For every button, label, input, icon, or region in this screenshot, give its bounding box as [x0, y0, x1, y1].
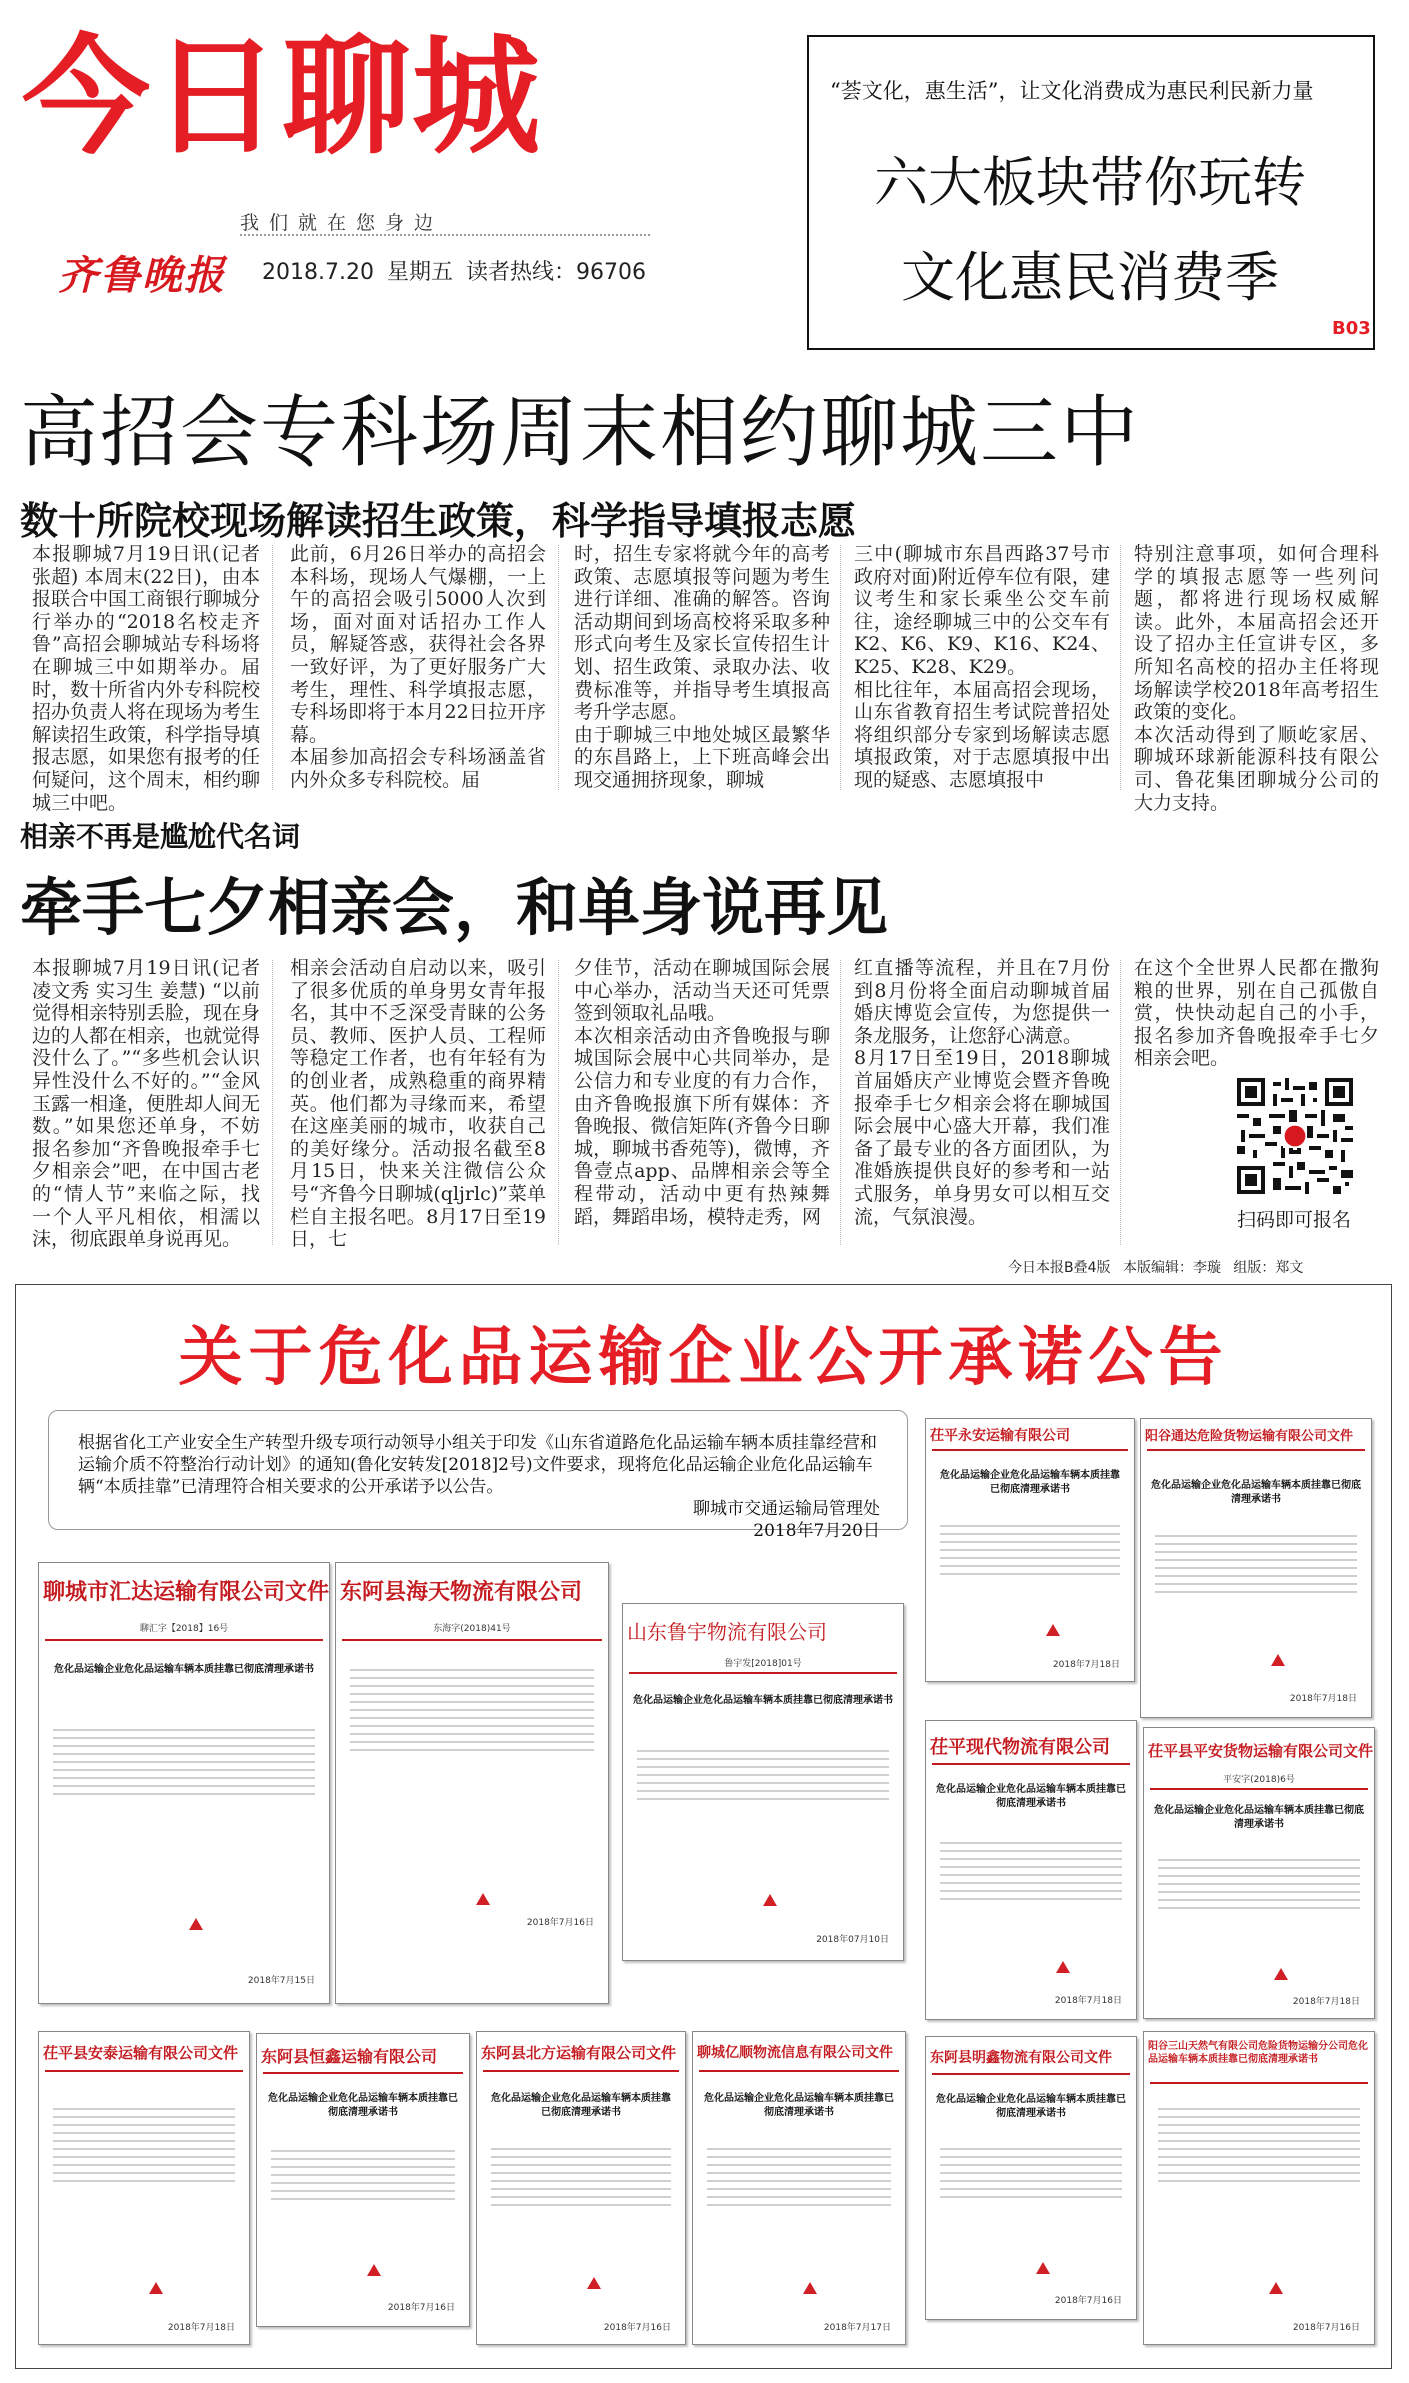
story1-column-2: 此前，6月26日举办的高招会本科场，现场人气爆棚，一上午的高招会吸引5000人次到场，面对面对话招办工作人员，解疑答惑，获得社会各界一致好评，为了更好服务广大考生，理性、科学填报志愿，专科场即将于本月22日拉开序幕。 本届参加高招会专科场涵盖省内外众多专科院校。届	[290, 543, 546, 791]
letterhead-rule	[932, 2073, 1130, 2075]
letterhead-rule	[45, 2070, 243, 2072]
layout-credit: 组版：郑文	[1233, 1260, 1304, 1276]
story1-subhead: 数十所院校现场解读招生政策，科学指导填报志愿	[20, 499, 857, 543]
company-letter	[1143, 2031, 1375, 2345]
story2-headline: 牵手七夕相亲会，和单身说再见	[20, 871, 889, 944]
letter-title: 危化品运输企业危化品运输车辆本质挂靠已彻底清理承诺书	[1154, 1805, 1364, 1830]
company-letter	[925, 1720, 1137, 2020]
letter-body	[53, 1723, 315, 1801]
letter-date: 2018年7月18日	[167, 2323, 235, 2333]
qr-code-icon[interactable]	[1237, 1078, 1353, 1194]
company-letter	[1140, 1418, 1372, 1718]
story2-kicker: 相亲不再是尴尬代名词	[20, 820, 301, 853]
story1-column-3: 时，招生专家将就今年的高考政策、志愿填报等问题为考生进行详细、准确的解答。咨询活动期间到场高校将采取多种形式向考生及家长宣传招生计划、招生政策、录取办法、收费标准等，并指导考生填报高考升学志愿。 由于聊城三中地处城区最繁华的东昌路上，上下班高峰会出现交通拥挤现象，聊城	[574, 543, 830, 791]
letter-title: 危化品运输企业危化品运输车辆本质挂靠已彻底清理承诺书	[936, 2094, 1126, 2119]
company-letterhead: 东阿县海天物流有限公司	[340, 1579, 583, 1605]
story2-column-3: 夕佳节，活动在聊城国际会展中心举办，活动当天还可凭票签到领取礼品哦。 本次相亲活动由齐鲁晚报与聊城国际会展中心共同举办，是公信力和专业度的有力合作，由齐鲁晚报旗下所有媒体：齐鲁晚报、微信矩阵(齐鲁今日聊城，聊城书香苑等)，微博，齐鲁壹点app、品牌相亲会等全程带动，活动中更有热辣舞蹈，舞蹈串场，模特走秀，网	[574, 957, 830, 1228]
company-letter	[692, 2031, 906, 2345]
masthead-divider	[240, 234, 650, 240]
column-divider	[272, 960, 273, 1245]
paper-brand: 齐鲁晚报	[58, 252, 226, 299]
letterhead-rule	[1150, 1788, 1368, 1790]
letter-date: 2018年7月16日	[387, 2303, 455, 2313]
letter-body	[940, 1519, 1120, 1581]
company-letterhead: 阳谷三山天然气有限公司危险货物运输分公司危化品运输车辆本质挂靠已彻底清理承诺书	[1148, 2041, 1368, 2065]
promo-subtitle: “荟文化，惠生活”，让文化消费成为惠民利民新力量	[830, 79, 1314, 103]
masthead-logo: 今日聊城	[22, 23, 543, 172]
column-divider	[558, 545, 559, 790]
letter-date: 2018年7月16日	[603, 2323, 671, 2333]
letter-body	[350, 1663, 594, 1757]
company-seal-icon	[189, 1918, 203, 1930]
letterhead-rule	[629, 1672, 897, 1674]
reader-hotline: 读者热线：96706	[465, 260, 646, 285]
letter-body	[940, 1836, 1122, 1906]
story2-column-1: 本报聊城7月19日讯(记者 凌文秀 实习生 姜慧) “以前觉得相亲特别丢脸，现在身边的人都在相亲，也就觉得没什么了。”“多些机会认识异性没什么不好的。”“金风玉露一相逢，便胜却人间无数。”如果您还单身，不妨报名参加“齐鲁晚报牵手七夕相亲会”吧，在中国古老的“情人节”来临之际，找一个人平凡相依，相濡以沫，彻底跟单身说再见。	[32, 957, 261, 1251]
letter-title: 危化品运输企业危化品运输车辆本质挂靠已彻底清理承诺书	[54, 1664, 314, 1675]
company-letterhead: 聊城亿顺物流信息有限公司文件	[697, 2045, 893, 2061]
company-seal-icon	[1036, 2262, 1050, 2274]
letter-body	[1158, 2102, 1360, 2188]
letter-date: 2018年7月16日	[1054, 2296, 1122, 2306]
company-seal-icon	[803, 2282, 817, 2294]
letter-body	[271, 2144, 455, 2206]
company-seal-icon	[1269, 2282, 1283, 2294]
letter-body	[1155, 1529, 1357, 1599]
letter-date: 2018年07月10日	[816, 1935, 889, 1945]
letter-date: 2018年7月18日	[1289, 1694, 1357, 1704]
company-letter	[925, 1418, 1135, 1682]
letter-date: 2018年7月18日	[1292, 1997, 1360, 2007]
letter-date: 2018年7月15日	[247, 1976, 315, 1986]
company-letterhead: 茌平县平安货物运输有限公司文件	[1148, 1742, 1374, 1760]
letter-title: 危化品运输企业危化品运输车辆本质挂靠已彻底清理承诺书	[268, 2093, 458, 2118]
qr-caption: 扫码即可报名	[1237, 1209, 1352, 1231]
letter-title: 危化品运输企业危化品运输车辆本质挂靠已彻底清理承诺书	[936, 1784, 1126, 1809]
company-letterhead: 聊城市汇达运输有限公司文件	[43, 1579, 330, 1605]
letterhead-rule	[1150, 2082, 1368, 2084]
letter-number: 东海字(2018)41号	[433, 1624, 511, 1634]
ad-notice-text: 根据省化工产业安全生产转型升级专项行动领导小组关于印发《山东省道路危化品运输车辆本质挂靠经营和运输介质不符整治行动计划》的通知(鲁化安转发[2018]2号)文件要求，现将危化品运输企业危化品运输车辆“本质挂靠”已清理符合相关要求的公开承诺予以公告。	[78, 1433, 877, 1497]
company-letter	[1143, 1727, 1375, 2019]
letter-body	[53, 2102, 235, 2188]
company-letter	[622, 1603, 904, 1961]
letter-body	[707, 2142, 891, 2212]
company-letterhead: 山东鲁宇物流有限公司	[627, 1620, 827, 1644]
story1-column-1: 本报聊城7月19日讯(记者 张超) 本周末(22日)，由本报联合中国工商银行聊城分行举办的“2018名校走齐鲁”高招会聊城站专科场将在聊城三中如期举办。届时，数十所省内外专科院校招办负责人将在现场为考生解读招生政策，科学指导填报志愿，如果您有报考的任何疑问，这个周末，相约聊城三中吧。	[32, 543, 261, 814]
promo-headline-1: 六大板块带你玩转	[874, 151, 1306, 214]
letterhead-rule	[45, 1639, 323, 1641]
story1-headline: 高招会专科场周末相约聊城三中	[20, 388, 1141, 478]
letter-body	[637, 1744, 889, 1806]
company-seal-icon	[367, 2264, 381, 2276]
letter-number: 聊汇字【2018】16号	[139, 1624, 229, 1634]
company-seal-icon	[587, 2277, 601, 2289]
letter-number: 平安字(2018)6号	[1223, 1775, 1295, 1785]
letter-title: 危化品运输企业危化品运输车辆本质挂靠已彻底清理承诺书	[940, 1470, 1120, 1495]
column-divider	[840, 960, 841, 1245]
story2-column-5: 在这个全世界人民都在撒狗粮的世界，别在自己孤傲自赏，快快动起自己的小手，报名参加齐鲁晚报牵手七夕相亲会吧。	[1134, 957, 1379, 1070]
masthead-slogan: 我们就在您身边	[240, 212, 444, 234]
company-letter	[38, 2031, 250, 2345]
letterhead-rule	[263, 2072, 463, 2074]
column-divider	[1120, 545, 1121, 790]
story1-column-5: 特别注意事项，如何合理科学的填报志愿等一些列问题，都将进行现场权威解读。此外，本届高招会还开设了招办主任宣讲专区，多所知名高校的招办主任将现场解读学校2018年高考招生政策的变化。 本次活动得到了顺屹家居、聊城环球新能源科技有限公司、鲁花集团聊城分公司的大力支持。	[1134, 543, 1379, 814]
editor-credit: 本版编辑：李璇	[1122, 1260, 1221, 1276]
company-seal-icon	[476, 1893, 490, 1905]
company-seal-icon	[763, 1894, 777, 1906]
letter-title: 危化品运输企业危化品运输车辆本质挂靠已彻底清理承诺书	[704, 2093, 894, 2118]
company-letter	[335, 1562, 609, 2004]
ad-notice-signature	[600, 1498, 880, 1542]
promo-headline-2: 文化惠民消费季	[901, 246, 1279, 309]
company-seal-icon	[1046, 1624, 1060, 1636]
letter-date: 2018年7月16日	[526, 1918, 594, 1928]
issue-weekday: 星期五	[386, 260, 453, 285]
company-letterhead: 茌平县安泰运输有限公司文件	[43, 2044, 239, 2062]
issue-date: 2018.7.20	[262, 260, 374, 285]
edition-note: 今日本报B叠4版	[1008, 1260, 1111, 1276]
ad-title: 关于危化品运输企业公开承诺公告	[178, 1321, 1229, 1395]
company-seal-icon	[1274, 1968, 1288, 1980]
letterhead-rule	[342, 1639, 602, 1641]
company-letterhead: 阳谷通达危险货物运输有限公司文件	[1145, 1429, 1354, 1444]
letterhead-rule	[1147, 1449, 1365, 1451]
letter-body	[940, 2142, 1122, 2204]
letter-title: 危化品运输企业危化品运输车辆本质挂靠已彻底清理承诺书	[1151, 1480, 1361, 1505]
company-seal-icon	[149, 2282, 163, 2294]
story1-column-4: 三中(聊城市东昌西路37号市政府对面)附近停车位有限，建议考生和家长乘坐公交车前往，途经聊城三中的公交车有K2、K6、K9、K16、K24、K25、K28、K29。 相比往年，本届高招会现场，山东省教育招生考试院普招处将组织部分专家到场解读志愿填报政策，对于志愿填报中出现的疑惑、志愿填报中	[854, 543, 1110, 791]
ad-notice-org: 聊城市交通运输局管理处	[693, 1499, 880, 1519]
company-letterhead: 东阿县北方运输有限公司文件	[481, 2044, 677, 2062]
letter-date: 2018年7月17日	[823, 2323, 891, 2333]
company-letter	[925, 2036, 1137, 2320]
company-letterhead: 东阿县明鑫物流有限公司文件	[930, 2050, 1112, 2066]
column-divider	[558, 960, 559, 1245]
page-footer	[1008, 1257, 1303, 1277]
letter-title: 危化品运输企业危化品运输车辆本质挂靠已彻底清理承诺书	[491, 2093, 671, 2118]
column-divider	[272, 545, 273, 790]
column-divider	[1120, 960, 1121, 1245]
letter-date: 2018年7月16日	[1292, 2323, 1360, 2333]
company-letter	[476, 2031, 686, 2345]
company-letterhead: 东阿县恒鑫运输有限公司	[261, 2047, 438, 2066]
ad-notice-date: 2018年7月20日	[753, 1521, 880, 1541]
letter-body	[1158, 1853, 1360, 1915]
letterhead-rule	[699, 2070, 899, 2072]
letter-date: 2018年7月18日	[1052, 1660, 1120, 1670]
company-letter	[38, 1562, 330, 2004]
company-seal-icon	[1271, 1654, 1285, 1666]
company-seal-icon	[1056, 1961, 1070, 1973]
company-letter	[256, 2033, 470, 2327]
letter-date: 2018年7月18日	[1054, 1996, 1122, 2006]
company-letterhead: 茌平永安运输有限公司	[930, 1428, 1070, 1444]
column-divider	[840, 545, 841, 790]
company-letterhead: 茌平现代物流有限公司	[930, 1737, 1110, 1758]
letter-number: 鲁宇发[2018]01号	[724, 1659, 802, 1669]
letter-body	[491, 2142, 671, 2212]
letter-title: 危化品运输企业危化品运输车辆本质挂靠已彻底清理承诺书	[633, 1695, 893, 1706]
story2-column-2: 相亲会活动自启动以来，吸引了很多优质的单身男女青年报名，其中不乏深受青睐的公务员、教师、医护人员、工程师等稳定工作者，也有年轻有为的创业者，成熟稳重的商界精英。他们都为寻缘而来，希望在这座美丽的城市，收获自己的美好缘分。活动报名截至8月15日，快来关注微信公众号“齐鲁今日聊城(qljrlc)”菜单栏自主报名吧。8月17日至19日，七	[290, 957, 546, 1251]
letterhead-rule	[932, 1449, 1128, 1451]
letterhead-rule	[483, 2070, 679, 2072]
letterhead-rule	[932, 1763, 1130, 1765]
page-number: B03	[1332, 318, 1371, 339]
dateline	[262, 255, 646, 286]
story2-column-4: 红直播等流程，并且在7月份到8月份将全面启动聊城首届婚庆博览会宣传，为您提供一条龙服务，让您舒心满意。 8月17日至19日，2018聊城首届婚庆产业博览会暨齐鲁晚报牵手七夕相亲会将在聊城国际会展中心盛大开幕，我们准备了最专业的各方面团队，为准婚族提供良好的参考和一站式服务，单身男女可以相互交流，气氛浪漫。	[854, 957, 1110, 1228]
